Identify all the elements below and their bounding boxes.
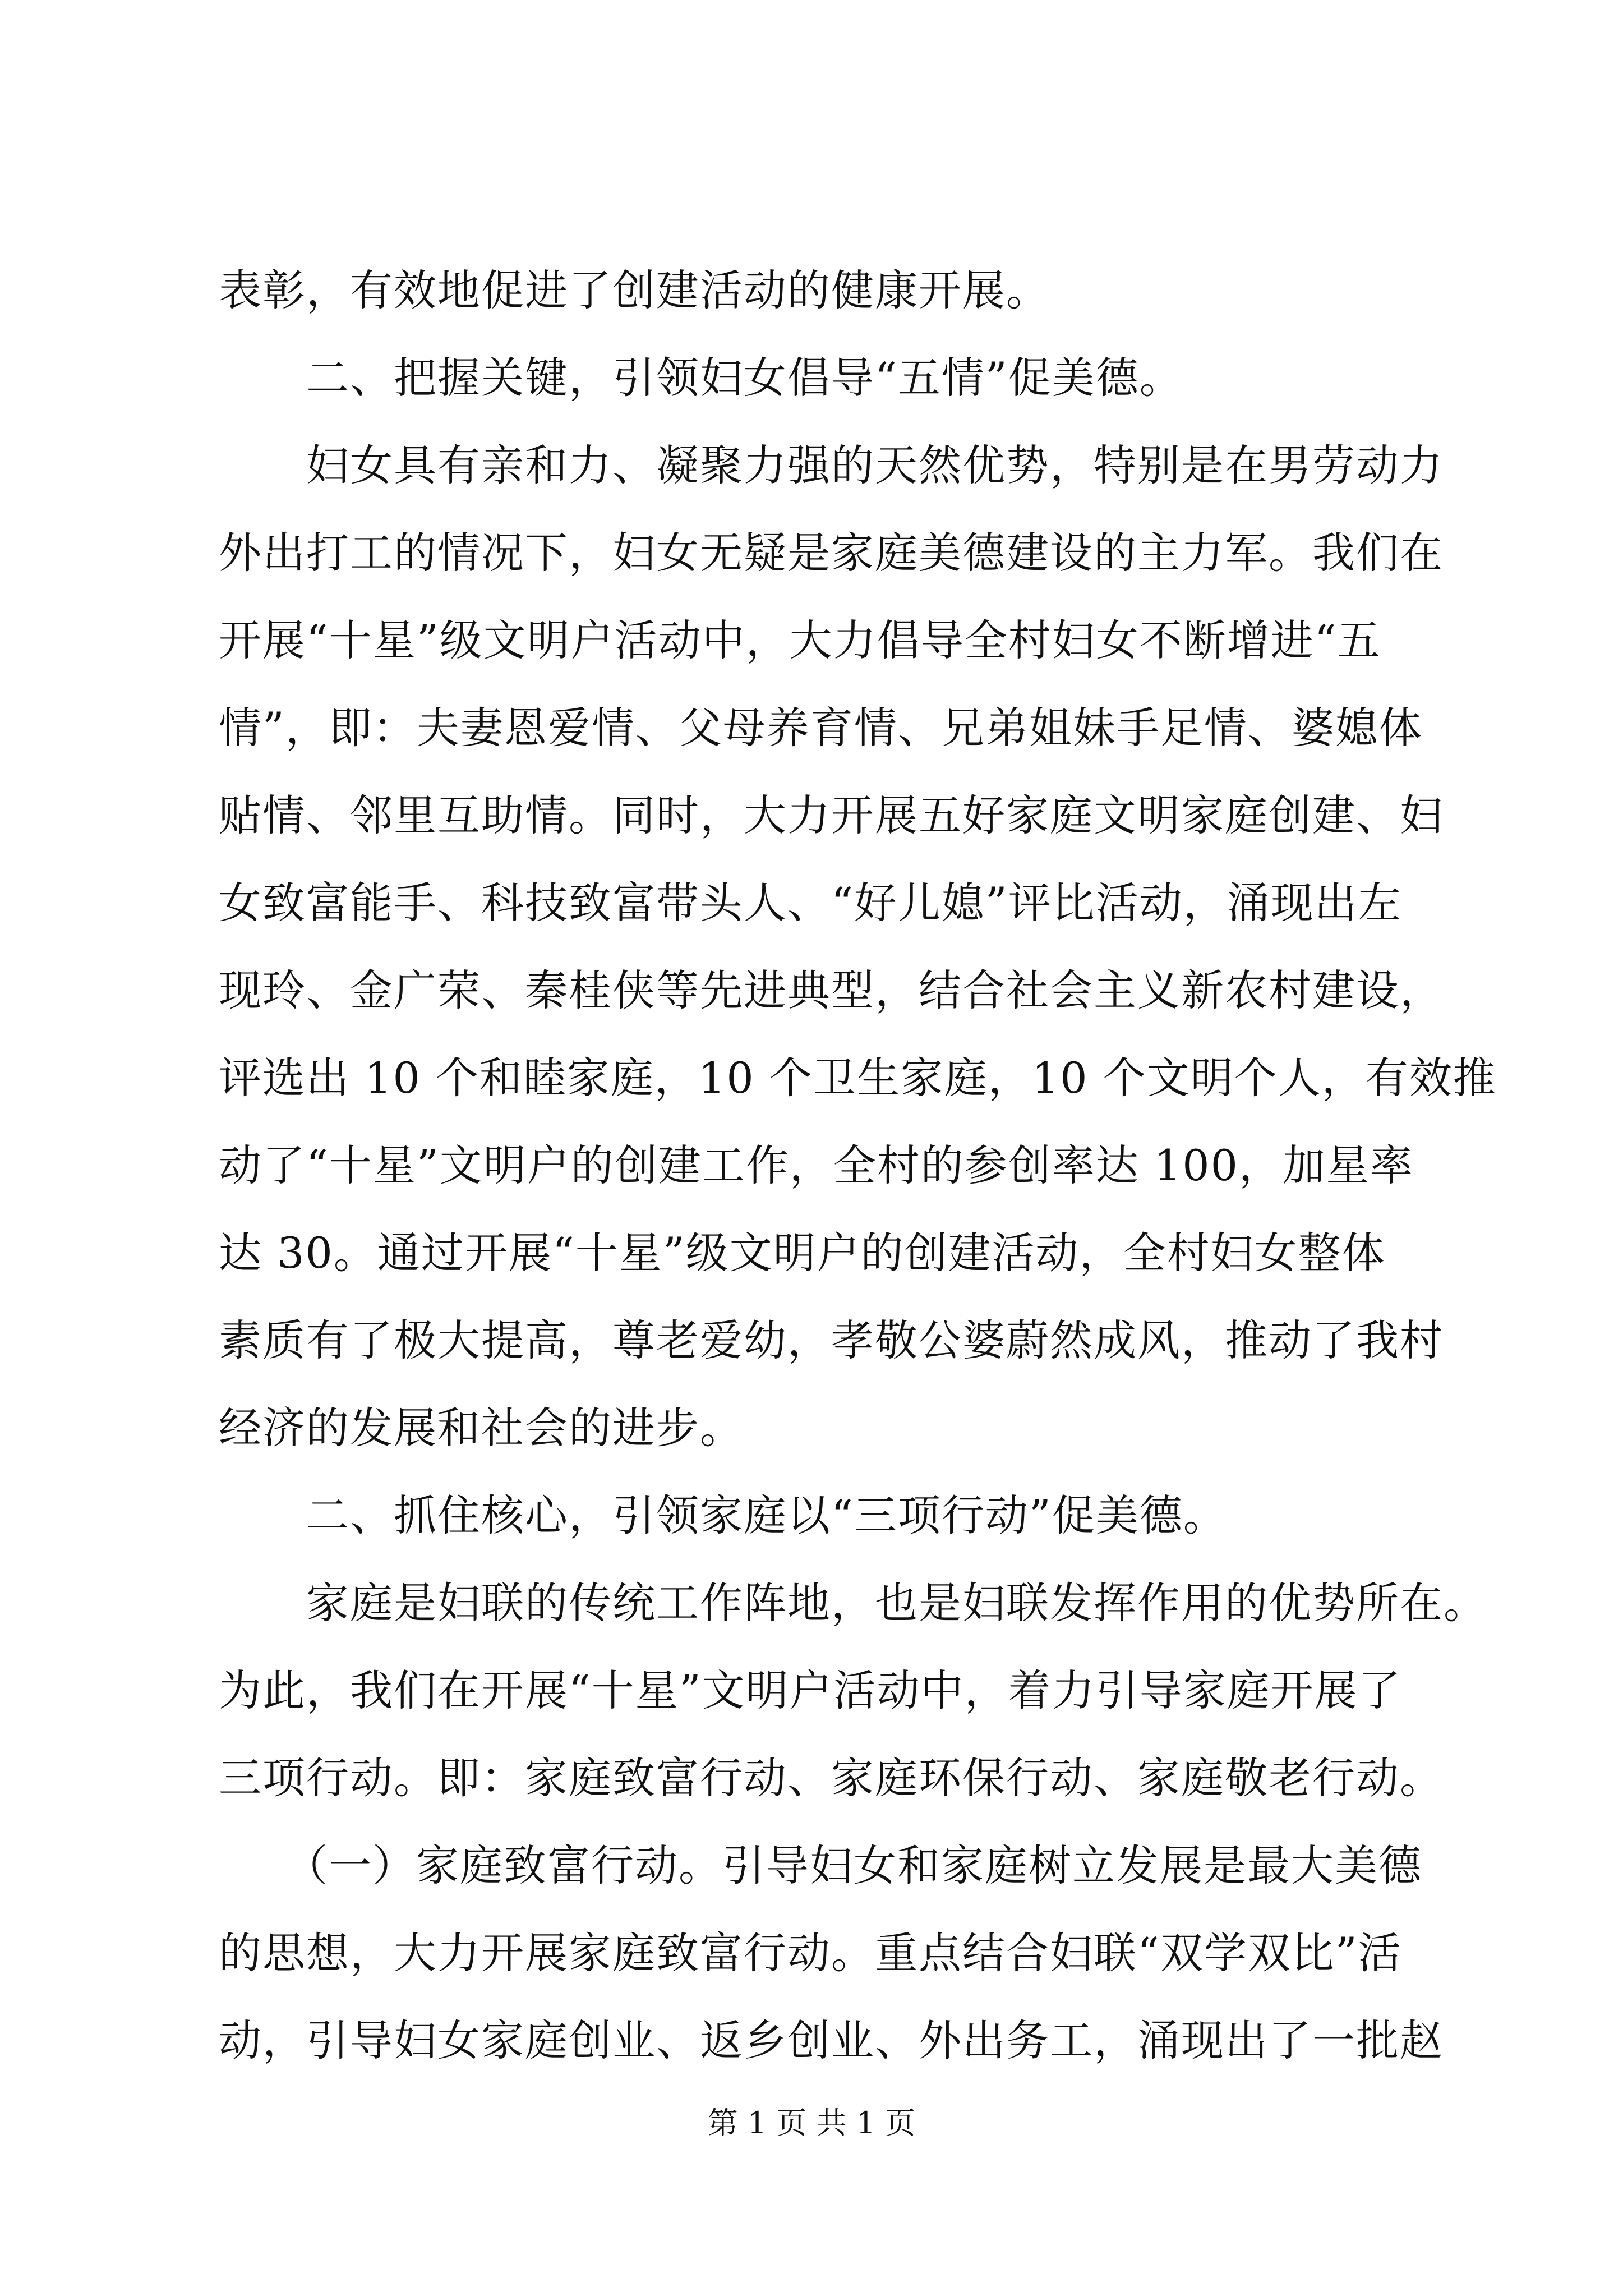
page-footer — [0, 2101, 1623, 2146]
text-line: 的思想，大力开展家庭致富行动。重点结合妇联“双学双比”活 — [219, 1928, 1402, 1978]
section-heading: 二、抓住核心，引领家庭以“三项行动”促美德。 — [219, 1490, 1227, 1540]
text-line: 三项行动。即：家庭致富行动、家庭环保行动、家庭敬老行动。 — [219, 1753, 1444, 1803]
text-line: 家庭是妇联的传统工作阵地，也是妇联发挥作用的优势所在。 — [219, 1578, 1487, 1628]
text-line: 妇女具有亲和力、凝聚力强的天然优势，特别是在男劳动力 — [219, 440, 1444, 490]
text-line: 贴情、邻里互助情。同时，大力开展五好家庭文明家庭创建、妇 — [219, 790, 1444, 840]
text-line: 达 30。通过开展“十星”级文明户的创建活动，全村妇女整体 — [219, 1228, 1386, 1278]
text-line: （一）家庭致富行动。引导妇女和家庭树立发展是最大美德 — [219, 1841, 1422, 1890]
text-line: 素质有了极大提高，尊老爱幼，孝敬公婆蔚然成风，推动了我村 — [219, 1315, 1444, 1365]
text-line: 动，引导妇女家庭创业、返乡创业、外出务工，涌现出了一批赵 — [219, 2016, 1444, 2065]
text-line: 动了“十星”文明户的创建工作，全村的参创率达 100，加星率 — [219, 1140, 1414, 1190]
text-line: 女致富能手、科技致富带头人、“好儿媳”评比活动，涌现出左 — [219, 878, 1402, 928]
text-line: 评选出 10 个和睦家庭，10 个卫生家庭，10 个文明个人，有效推 — [219, 1053, 1497, 1103]
text-line: 表彰，有效地促进了创建活动的健康开展。 — [219, 265, 1050, 315]
text-line: 情”，即：夫妻恩爱情、父母养育情、兄弟姐妹手足情、婆媳体 — [219, 703, 1423, 753]
text-line: 为此，我们在开展“十星”文明户活动中，着力引导家庭开展了 — [219, 1665, 1402, 1715]
section-heading: 二、把握关键，引领妇女倡导“五情”促美德。 — [219, 353, 1183, 403]
document-body — [219, 247, 1497, 2085]
text-line: 外出打工的情况下，妇女无疑是家庭美德建设的主力军。我们在 — [219, 528, 1444, 578]
page-number: 第 1 页 共 1 页 — [707, 2105, 916, 2141]
text-line: 现玲、金广荣、秦桂侠等先进典型，结合社会主义新农村建设， — [219, 965, 1444, 1015]
text-line: 开展“十星”级文明户活动中，大力倡导全村妇女不断增进“五 — [219, 615, 1381, 665]
text-line: 经济的发展和社会的进步。 — [219, 1403, 744, 1453]
